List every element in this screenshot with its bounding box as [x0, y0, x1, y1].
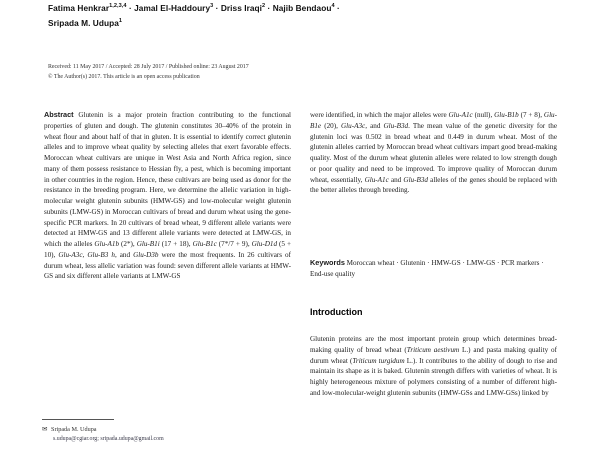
- abstract-text-part: , and: [114, 250, 134, 259]
- author-affiliation-sup: 3: [210, 3, 214, 9]
- author-name: Sripada M. Udupa: [48, 18, 119, 29]
- abstract-text-part: were identified, in which the major alleles were: [310, 111, 449, 119]
- author-affiliation-sup: 2: [262, 3, 266, 9]
- species-name: Triticum turgidum: [352, 356, 405, 365]
- gene-allele: Glu-B1i: [136, 240, 160, 248]
- gene-allele: Glu-A1c: [448, 111, 473, 119]
- publication-dates: Received: 11 May 2017 / Accepted: 28 July 2017 / Published online: 23 August 2017: [48, 64, 249, 70]
- author-separator: ·: [128, 2, 132, 13]
- introduction-paragraph: [310, 334, 557, 399]
- gene-allele: Glu-B3d: [383, 121, 409, 130]
- gene-allele: Glu-A3c: [58, 250, 83, 259]
- abstract-text-part: (2*),: [119, 240, 137, 248]
- abstract-text-part: alleles of the genes should be replaced with the better alleles through breeding.: [310, 175, 557, 195]
- author-affiliation-sup: 1,2,3,4: [109, 3, 127, 9]
- gene-allele: Glu-B1b: [494, 111, 519, 119]
- intro-text-part: Glutenin proteins are the most important protein group which determines bread-making quality of bread wheat (: [310, 335, 557, 354]
- author-name: Driss Iraqi: [220, 2, 262, 13]
- author-affiliation-sup: 1: [118, 18, 123, 25]
- keywords-heading: Keywords: [310, 258, 345, 267]
- author-affiliation-sup: 4: [331, 3, 335, 9]
- abstract-column-right: [310, 110, 557, 196]
- footnote-divider: [42, 419, 114, 420]
- abstract-text-part: ,: [82, 250, 88, 259]
- abstract-text-part: , and: [365, 121, 384, 130]
- corresponding-author-footnote: [42, 425, 292, 444]
- abstract-text-part: (17 + 18),: [159, 240, 193, 248]
- author-separator: ·: [336, 2, 340, 13]
- author-name: Najib Bendaou: [272, 2, 332, 13]
- abstract-text-part: Glutenin is a major protein fraction contributing to the functional properties of gluten and dough. The glutenin constitutes 30–40% of the protein in wheat flour and about half of that in gluten. It is essential to identify correct glutenin alleles and to improve wheat quality by selecting alleles that exert favorable effects. Moroccan wheat cultivars are unique in West Asia and North Africa region, since many of them possess resistance to Hessian fly, a pest, which is becoming important in other countries in the region. Hence, these cultivars are being used as donor for the resistance in the breeding program. Here, we determine the allelic variation in high-molecular weight glutenin subunits (HMW-GS) and low-molecular weight glutenin subunits (LMW-GS) in Moroccan cultivars of bread and durum wheat using the gene-specific PCR markers. In 20 cultivars of bread wheat, 9 different allele variants were detected at HMW-GS and 13 different allele variants were detected at LMW-GS, in which the alleles: [44, 111, 291, 248]
- author-name: Jamal El-Haddoury: [134, 2, 211, 13]
- intro-text-part: L.). It contributes to the ability of dough to rise and maintain its shape as it is baked. Glutenin strength differs with varieties of wheat. It is highly heterogeneous mixture of polymers consisting of a number of different high- and low-molecular-weight glutenin subunits (HMW-GSs and LMW-GSs) linked by: [310, 356, 557, 397]
- publication-history: [48, 63, 323, 82]
- author-separator: ·: [267, 2, 271, 13]
- abstract-text-part: (null),: [472, 111, 495, 119]
- abstract-text-part: . The mean value of the genetic diversity for the glutenin loci was 0.502 in bread wheat and 0.449 in durum wheat. Most of the glutenin alleles carried by Moroccan bread wheat cultivars impart good bread-making quality. Most of the durum wheat glutenin alleles were related to low strength dough or poor quality and need to be improved. To improve quality of Moroccan durum wheat, essentially,: [310, 121, 557, 184]
- author-separator: ·: [215, 2, 219, 13]
- abstract-paragraph-continued: [310, 110, 557, 196]
- corresponding-author-name: Sripada M. Udupa: [51, 426, 97, 433]
- gene-allele: Glu-B3 h: [87, 250, 115, 259]
- abstract-text-part: (7 + 8),: [518, 111, 544, 119]
- author-entry: [134, 3, 213, 13]
- abstract-heading: Abstract: [44, 110, 74, 119]
- author-entry: [221, 3, 265, 13]
- abstract-text-part: were the most frequents. In 26 cultivars of durum wheat, less allelic variation was found: seven different allele variants at HMW-GS and six different allele variants at LMW-GS: [44, 250, 291, 281]
- species-name: Triticum aestivum: [406, 345, 460, 354]
- copyright-line: © The Author(s) 2017. This article is an open access publication: [48, 73, 200, 80]
- introduction-heading: Introduction: [310, 307, 363, 317]
- author-name: Fatima Henkrar: [48, 2, 110, 13]
- gene-allele: Glu-A1c: [364, 175, 389, 184]
- gene-allele: Glu-B1c: [192, 240, 217, 248]
- gene-allele: Glu-D3b: [133, 250, 159, 259]
- author-list: [48, 0, 448, 31]
- author-entry: [273, 3, 335, 13]
- gene-allele: Glu-A1b: [94, 240, 120, 248]
- author-entry: [48, 18, 122, 28]
- gene-allele: Glu-A3c: [341, 121, 366, 130]
- keywords-block: [310, 258, 557, 280]
- corresponding-author-emails[interactable]: s.udupa@cgiar.org; sripada.udupa@gmail.com: [53, 435, 164, 442]
- abstract-text-part: and: [388, 175, 404, 184]
- gene-allele: Glu-B3d: [403, 175, 428, 184]
- intro-text-part: L.) and pasta making quality of durum wheat (: [310, 345, 557, 365]
- author-entry: [48, 3, 127, 13]
- abstract-text-part: (7*/7 + 9),: [216, 240, 252, 248]
- gene-allele: Glu-D1d: [251, 240, 278, 248]
- envelope-icon: ✉: [42, 426, 48, 433]
- abstract-text-part: (20),: [321, 121, 341, 130]
- keywords-list: Moroccan wheat · Glutenin · HMW-GS · LMW-GS · PCR markers · End-use quality: [310, 259, 544, 278]
- abstract-text-part: (5 + 10),: [44, 240, 291, 259]
- gene-allele: Glu-B1e: [310, 111, 557, 130]
- abstract-paragraph: [44, 110, 291, 282]
- abstract-column-left: [44, 110, 291, 282]
